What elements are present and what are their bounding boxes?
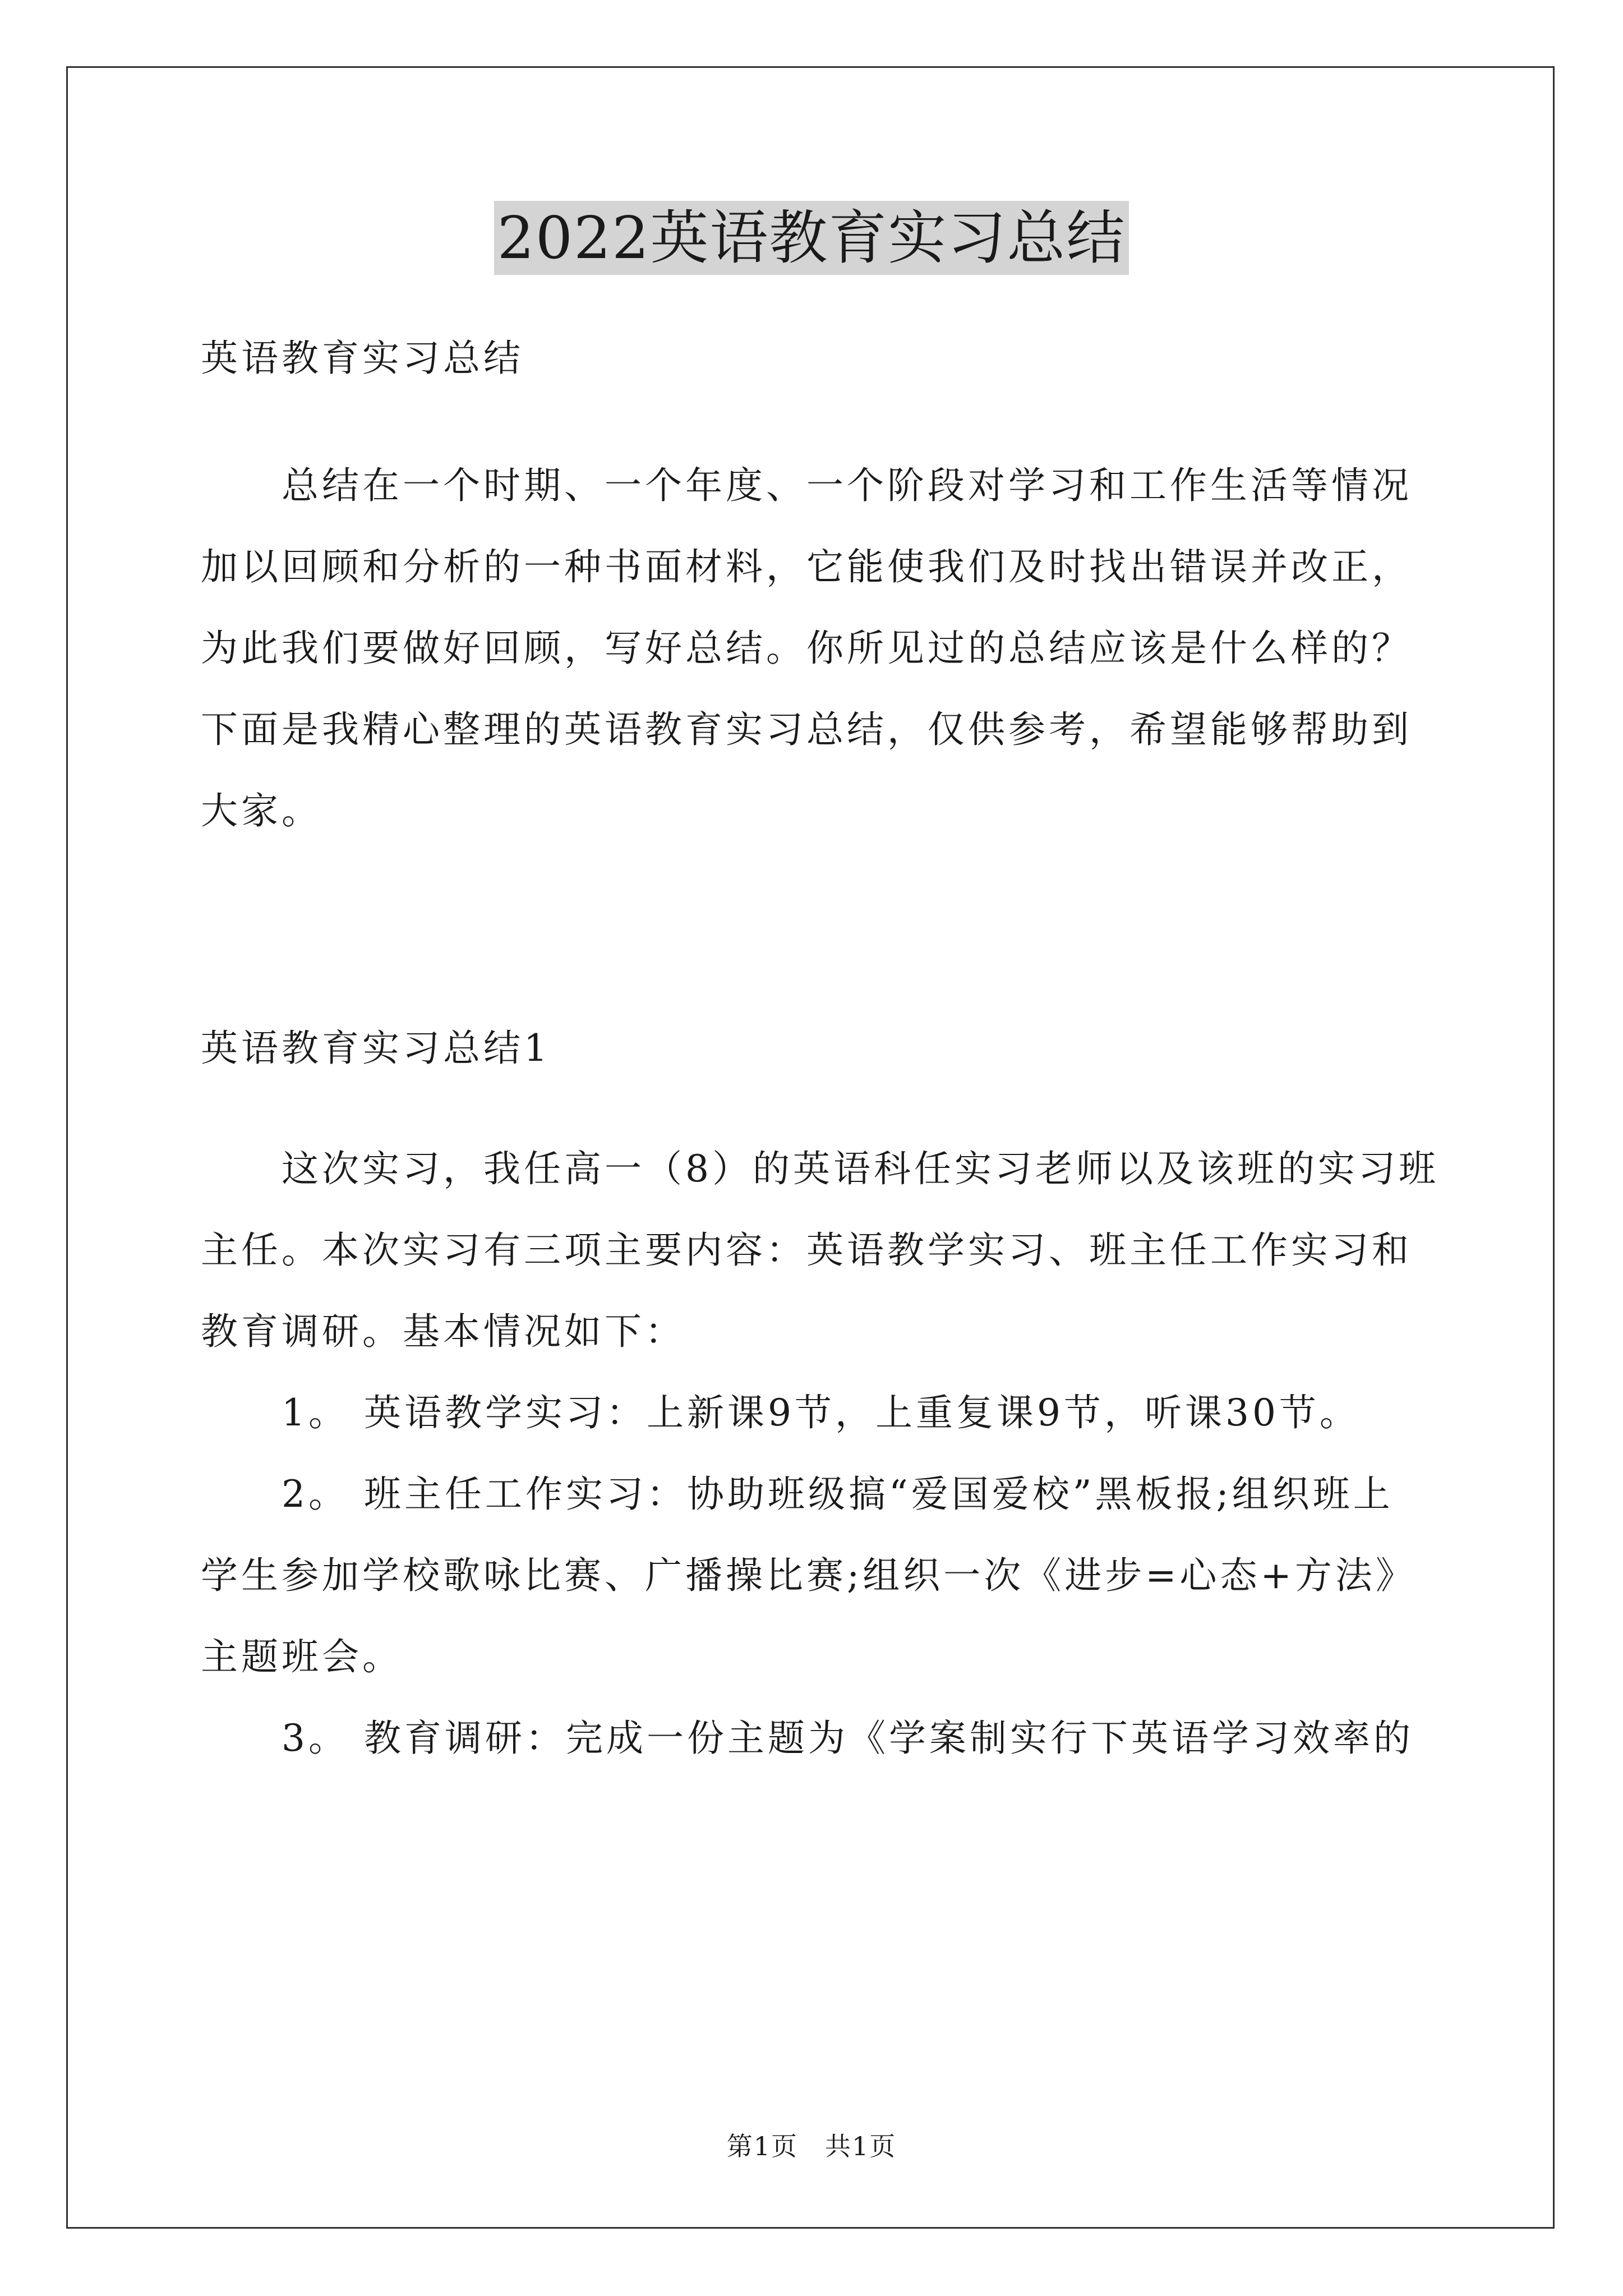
list-item-line: 3。 教育调研：完成一份主题为《学案制实行下英语学习效率的 [201, 1717, 1414, 1760]
page-number-footer: 第1页 共1页 [726, 2131, 897, 2161]
paragraph-line: 主任。本次实习有三项主要内容：英语教学实习、班主任工作实习和 [201, 1228, 1412, 1272]
paragraph-line: 主题班会。 [201, 1635, 403, 1678]
section-heading: 英语教育实习总结 [201, 337, 524, 380]
paragraph-line: 加以回顾和分析的一种书面材料，它能使我们及时找出错误并改正， [201, 545, 1412, 588]
list-item-line: 2。 班主任工作实习：协助班级搞“爱国爱校”黑板报;组织班上 [201, 1473, 1394, 1516]
section-heading: 英语教育实习总结1 [201, 1027, 551, 1070]
paragraph-line: 下面是我精心整理的英语教育实习总结，仅供参考，希望能够帮助到 [201, 708, 1412, 751]
paragraph-line: 大家。 [201, 789, 322, 832]
document-title: 2022英语教育实习总结 [494, 201, 1129, 275]
title-container [0, 201, 1623, 275]
paragraph-line: 这次实习，我任高一（8）的英语科任实习老师以及该班的实习班 [201, 1147, 1439, 1190]
paragraph-line: 总结在一个时期、一个年度、一个阶段对学习和工作生活等情况 [201, 464, 1412, 507]
paragraph-line: 教育调研。基本情况如下： [201, 1310, 685, 1353]
paragraph-line: 学生参加学校歌咏比赛、广播操比赛;组织一次《进步=心态+方法》 [201, 1554, 1416, 1597]
paragraph-line: 为此我们要做好回顾，写好总结。你所见过的总结应该是什么样的？ [201, 627, 1412, 670]
list-item-line: 1。 英语教学实习：上新课9节，上重复课9节，听课30节。 [201, 1391, 1360, 1434]
